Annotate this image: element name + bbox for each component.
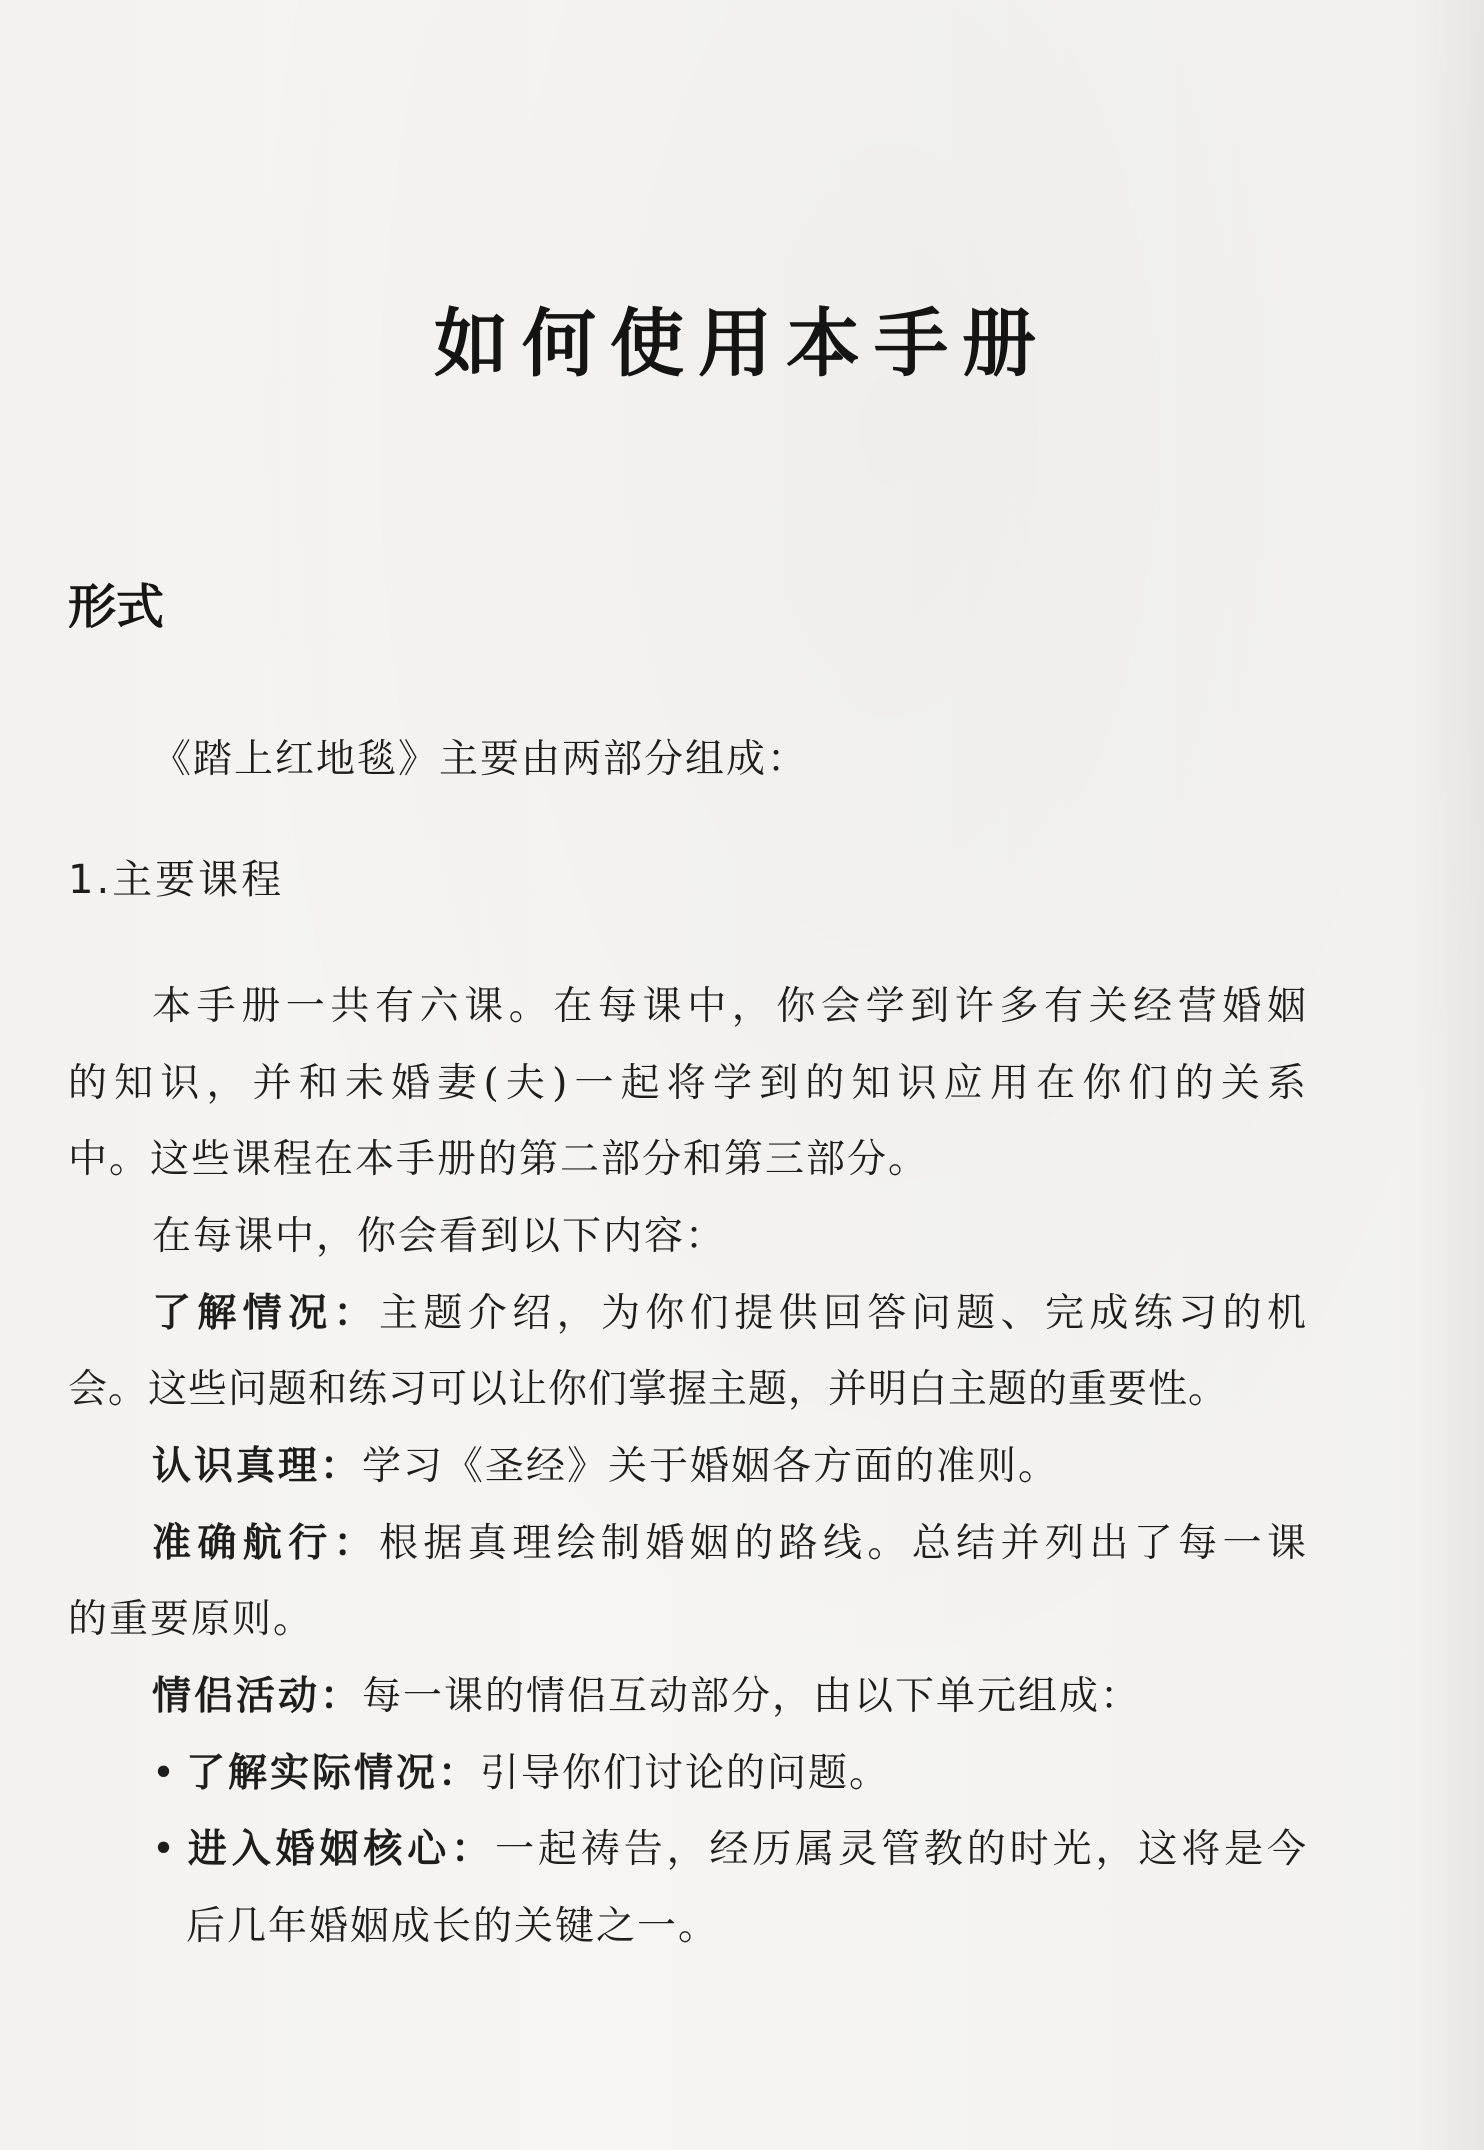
paragraph-1-line-2: 的知识，并和未婚妻(夫)一起将学到的知识应用在你们的关系 [68, 1061, 1308, 1106]
intro-paragraph: 《踏上红地毯》主要由两部分组成： [152, 737, 809, 782]
item-understand-text-1: 主题介绍，为你们提供回答问题、完成练习的机 [379, 1291, 1308, 1336]
section-heading-format: 形式 [68, 579, 165, 635]
bullet-2-text-1: 一起祷告，经历属灵管教的时光，这将是今 [495, 1827, 1308, 1872]
item-navigate-text-1: 根据真理绘制婚姻的路线。总结并列出了每一课 [379, 1521, 1308, 1566]
bullet-item-2-line-1 [152, 1827, 1308, 1872]
paragraph-1-line-3: 中。这些课程在本手册的第二部分和第三部分。 [68, 1137, 930, 1182]
bullet-item-2-line-2: 后几年婚姻成长的关键之一。 [186, 1904, 720, 1949]
item-understand-term: 了解情况： [152, 1291, 379, 1336]
subsection-heading-main-course: 1.主要课程 [68, 857, 285, 903]
item-navigate-term: 准确航行： [152, 1521, 379, 1566]
item-understand-line-1 [152, 1291, 1308, 1336]
paragraph-1-line-1: 本手册一共有六课。在每课中，你会学到许多有关经营婚姻 [152, 984, 1308, 1029]
item-truth-text: 学习《圣经》关于婚姻各方面的准则。 [362, 1444, 1060, 1489]
bullet-dot-icon: • [152, 1751, 178, 1796]
page-title: 如何使用本手册 [434, 301, 1050, 387]
item-understand-line-2: 会。这些问题和练习可以让你们掌握主题，并明白主题的重要性。 [68, 1367, 1229, 1412]
item-truth [152, 1444, 1060, 1489]
item-couple [152, 1674, 1142, 1719]
item-truth-term: 认识真理： [152, 1444, 363, 1489]
item-couple-term: 情侣活动： [152, 1674, 363, 1719]
item-navigate-line-2: 的重要原则。 [68, 1597, 315, 1642]
bullet-1-text: 引导你们讨论的问题。 [480, 1751, 891, 1796]
bullet-item-1 [152, 1751, 891, 1796]
bullet-1-term: 了解实际情况： [186, 1751, 481, 1796]
paragraph-2: 在每课中，你会看到以下内容： [152, 1214, 727, 1259]
item-couple-text: 每一课的情侣互动部分，由以下单元组成： [362, 1674, 1142, 1719]
bullet-2-term: 进入婚姻核心： [186, 1827, 496, 1872]
item-navigate-line-1 [152, 1521, 1308, 1566]
bullet-dot-icon: • [152, 1827, 178, 1872]
